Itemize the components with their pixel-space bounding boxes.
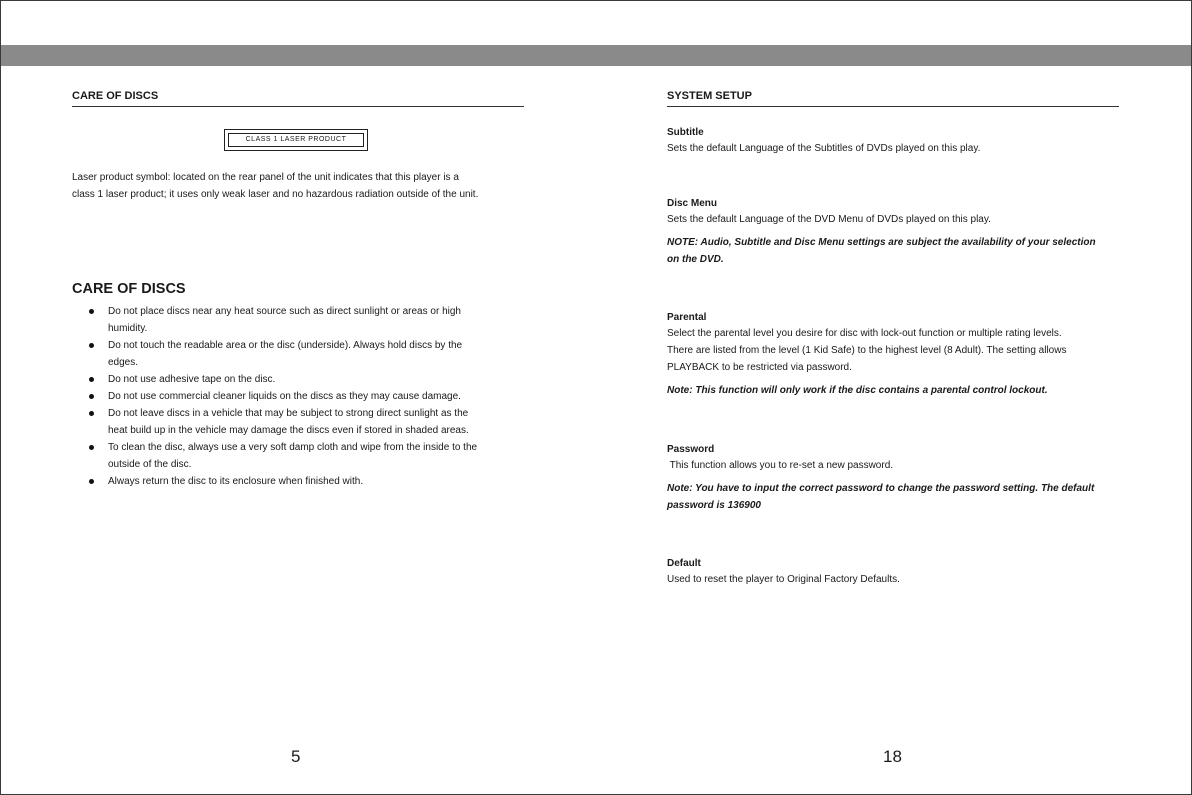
parental-note: Note: This function will only work if the disc contains a parental control lockout. [667, 385, 1048, 396]
disc-menu-note: NOTE: Audio, Subtitle and Disc Menu settings are subject the availability of your selection [667, 237, 1096, 248]
right-page-header: SYSTEM SETUP [667, 89, 1119, 107]
left-page-header: CARE OF DISCS [72, 89, 524, 107]
laser-text-line: class 1 laser product; it uses only weak laser and no hazardous radiation outside of the unit. [72, 189, 479, 200]
left-page [72, 89, 524, 487]
default-text: Used to reset the player to Original Factory Defaults. [667, 574, 900, 585]
parental-text: Select the parental level you desire for disc with lock-out function or multiple rating levels. [667, 328, 1062, 339]
laser-description [72, 169, 478, 203]
parental-text: There are listed from the level (1 Kid Safe) to the highest level (8 Adult). The setting allows [667, 345, 1067, 356]
bullet-icon [89, 479, 94, 484]
disc-menu-text: Sets the default Language of the DVD Menu of DVDs played on this play. [667, 214, 991, 225]
care-of-discs-title: CARE OF DISCS [72, 281, 186, 297]
parental-text: PLAYBACK to be restricted via password. [667, 362, 852, 373]
subtitle-title: Subtitle [667, 127, 704, 138]
disc-menu-note: on the DVD. [667, 254, 724, 265]
list-item: Do not use adhesive tape on the disc. [72, 371, 502, 388]
list-item: Always return the disc to its enclosure when finished with. [72, 473, 502, 490]
laser-product-label [224, 129, 368, 151]
subtitle-text: Sets the default Language of the Subtitles of DVDs played on this play. [667, 143, 981, 154]
disc-menu-section [667, 197, 1096, 268]
bullet-icon [89, 394, 94, 399]
disc-menu-title: Disc Menu [667, 198, 718, 209]
list-item: Do not touch the readable area or the disc (underside). Always hold discs by the edges. [72, 337, 502, 371]
list-item: Do not place discs near any heat source such as direct sunlight or areas or high humidity. [72, 303, 502, 337]
right-page-number: 18 [883, 747, 902, 766]
list-item: Do not leave discs in a vehicle that may be subject to strong direct sunlight as the heat build up in the vehicle may damage the discs even if stored in shaded areas. [72, 405, 502, 439]
list-item: To clean the disc, always use a very soft damp cloth and wipe from the inside to the outside of the disc. [72, 439, 502, 473]
header-band [1, 45, 1191, 66]
laser-text-line: Laser product symbol: located on the rear panel of the unit indicates that this player is a [72, 172, 459, 183]
list-item: Do not use commercial cleaner liquids on the discs as they may cause damage. [72, 388, 502, 405]
password-title: Password [667, 444, 715, 455]
parental-section [667, 311, 1066, 399]
password-section [667, 443, 1094, 514]
parental-title: Parental [667, 312, 707, 323]
laser-label-text: CLASS 1 LASER PRODUCT [228, 133, 364, 147]
default-title: Default [667, 558, 701, 569]
password-note: Note: You have to input the correct password to change the password setting. The default [667, 483, 1095, 494]
subtitle-section [667, 126, 980, 157]
bullet-icon [89, 445, 94, 450]
care-bullet-list [72, 303, 502, 490]
bullet-icon [89, 377, 94, 382]
left-page-number: 5 [291, 747, 301, 766]
bullet-icon [89, 309, 94, 314]
password-text: This function allows you to re-set a new password. [667, 460, 894, 471]
bullet-icon [89, 343, 94, 348]
right-page [667, 89, 1119, 585]
default-section [667, 557, 900, 588]
password-note: password is 136900 [667, 500, 761, 511]
bullet-icon [89, 411, 94, 416]
